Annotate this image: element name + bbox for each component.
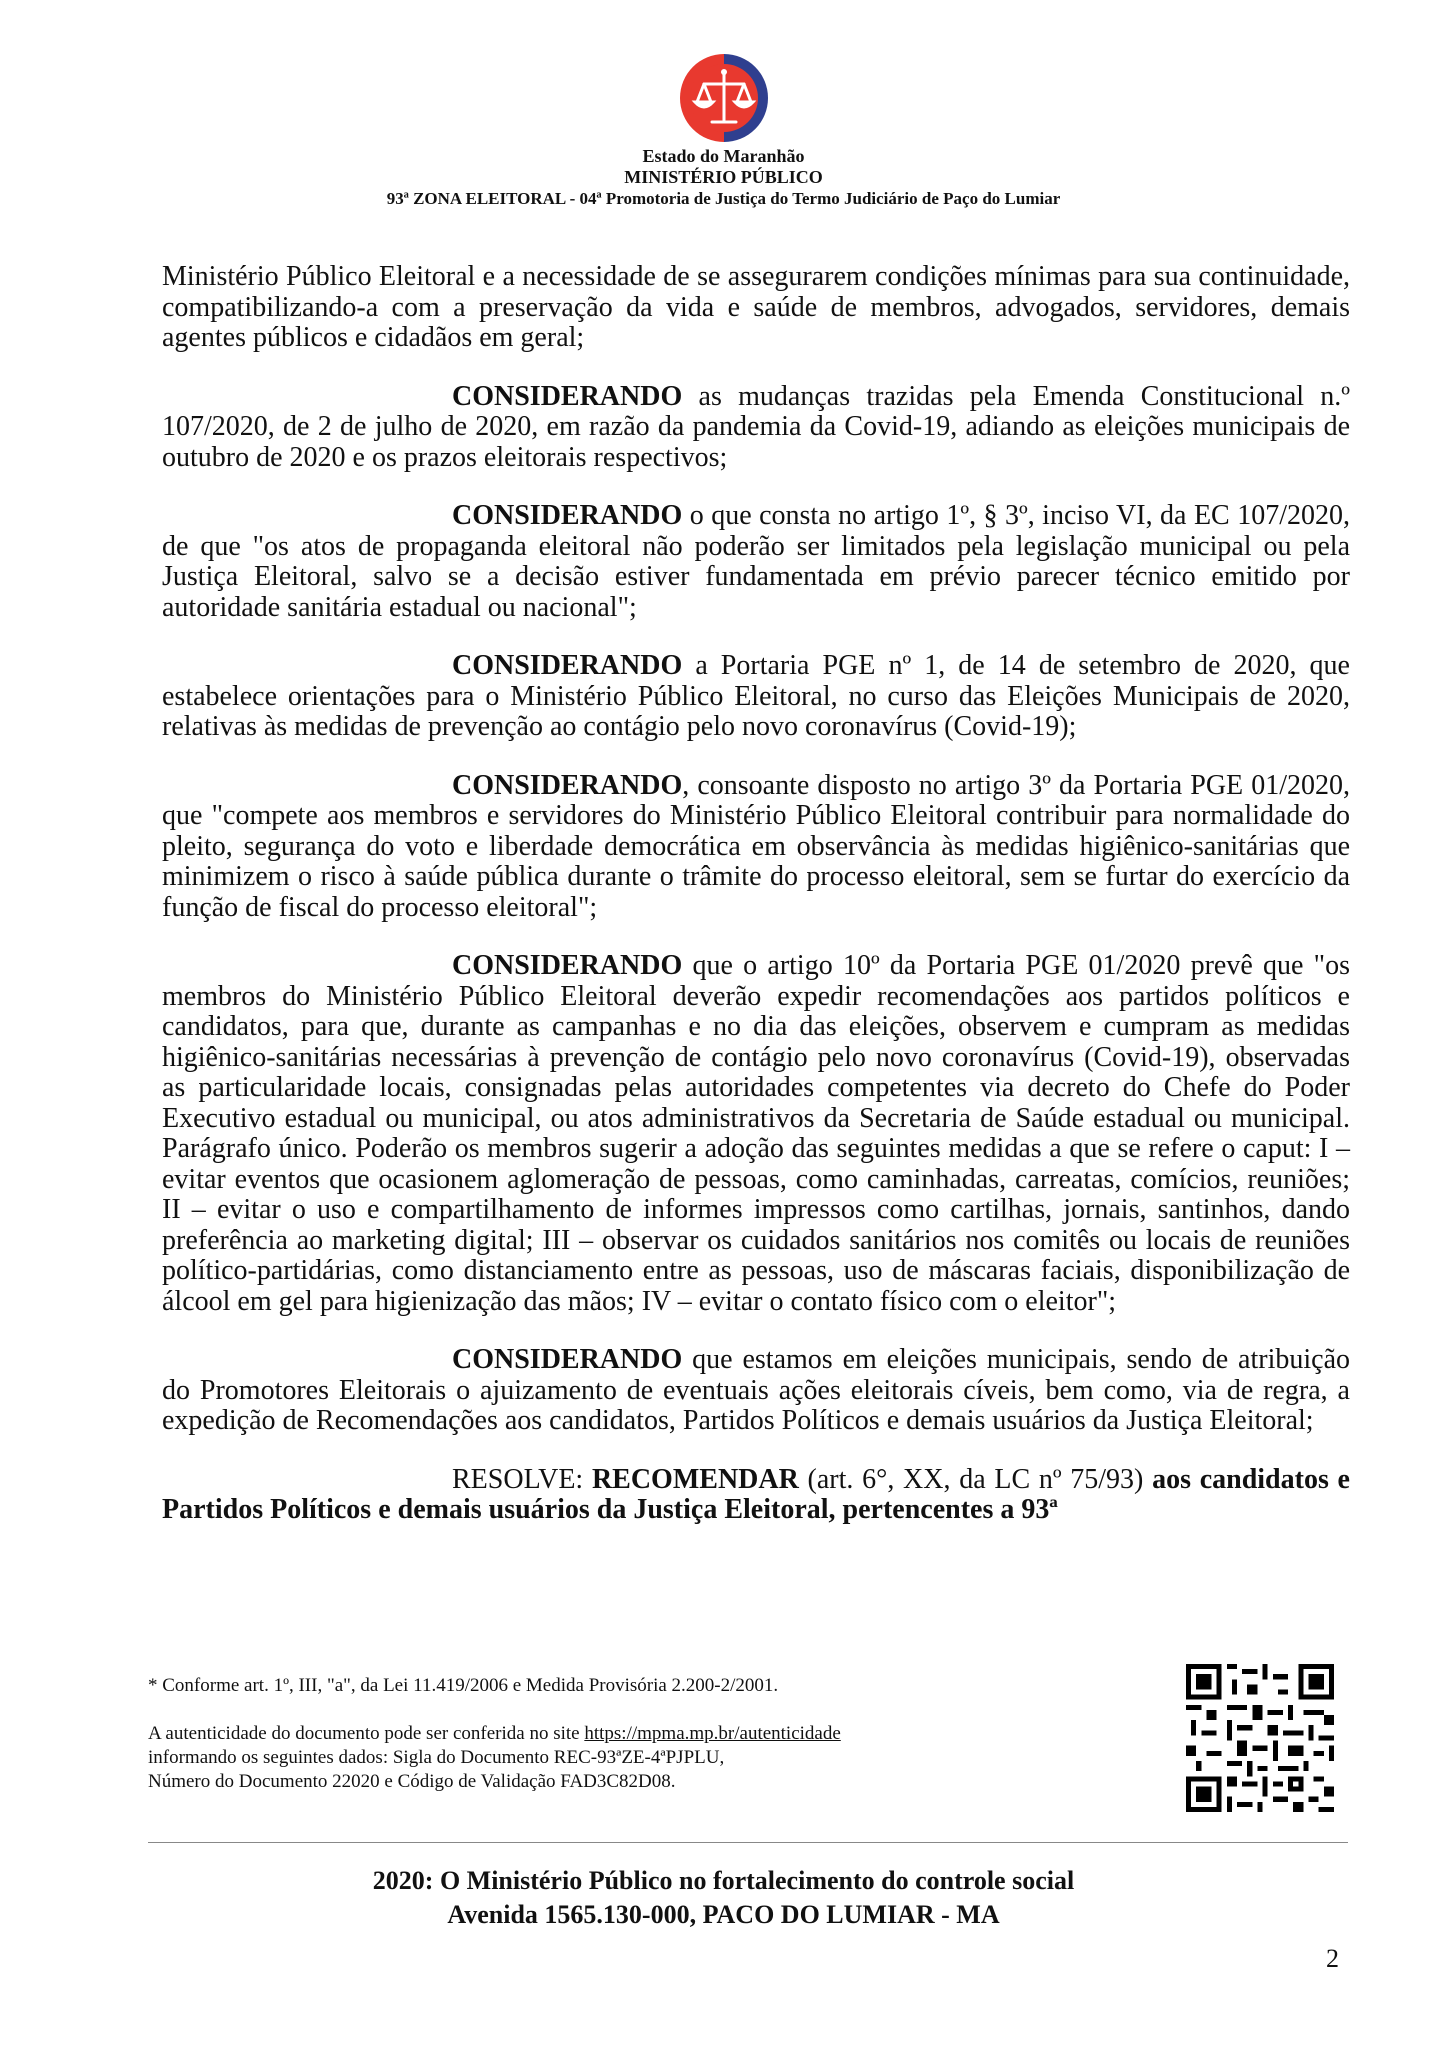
recommendation-addressees: aos candidatos e Partidos Políticos e demais usuários da Justiça Eleitoral, pertencentes a 93ª [162, 1463, 1350, 1525]
header-state: Estado do Maranhão [642, 146, 805, 166]
paragraph-resolve: RESOLVE: RECOMENDAR (art. 6°, XX, da LC nº 75/93) aos candidatos e Partidos Políticos e demais usuários da Justiça Eleitoral, pertencentes a 93ª [162, 1463, 1350, 1525]
footer-motto: 2020: O Ministério Público no fortalecimento do controle social [372, 1866, 1075, 1895]
paragraph-considerando-2: CONSIDERANDO o que consta no artigo 1º, § 3º, inciso VI, da EC 107/2020, de que "os atos de propaganda eleitoral não poderão ser limitados pela legislação municipal ou pela Justiça Eleitoral, salvo se a decisão estiver fundamentada em prévio parecer técnico emitido por autoridade sanitária estadual ou nacional"; [162, 500, 1350, 623]
footer-divider [148, 1842, 1348, 1843]
considerando-keyword: CONSIDERANDO [452, 1344, 683, 1375]
letterhead [0, 50, 1447, 209]
footnote-block [148, 1674, 1048, 1794]
considerando-keyword: CONSIDERANDO [452, 500, 683, 531]
considerando-keyword: CONSIDERANDO [452, 769, 683, 801]
considerando-keyword: CONSIDERANDO [452, 950, 683, 981]
considerando-keyword: CONSIDERANDO [452, 650, 683, 681]
page-footer [0, 1864, 1447, 1932]
document-body [162, 262, 1350, 1554]
scales-of-justice-logo-icon [676, 50, 772, 146]
footnote-validation-code: Número do Documento 22020 e Código de Validação FAD3C82D08. [148, 1771, 676, 1792]
header-institution: MINISTÉRIO PÚBLICO [624, 167, 823, 187]
qr-code-icon [1186, 1664, 1334, 1812]
footnote-authenticity: A autenticidade do documento pode ser conferida no site https://mpma.mp.br/autenticidade [148, 1723, 841, 1744]
recomendar-keyword: RECOMENDAR [591, 1463, 799, 1495]
footnote-document-code: informando os seguintes dados: Sigla do Documento REC-93ªZE-4ªPJPLU, [148, 1747, 725, 1768]
paragraph-considerando-6: CONSIDERANDO que estamos em eleições municipais, sendo de atribuição do Promotores Eleitorais o ajuizamento de eventuais ações eleitorais cíveis, bem como, via de regra, a expedição de Recomendações aos candidatos, Partidos Políticos e demais usuários da Justiça Eleitoral; [162, 1344, 1350, 1436]
footnote-legal-basis: * Conforme art. 1º, III, "a", da Lei 11.419/2006 e Medida Provisória 2.200-2/2001. [148, 1675, 779, 1696]
paragraph-considerando-4: CONSIDERANDO, consoante disposto no artigo 3º da Portaria PGE 01/2020, que "compete aos membros e servidores do Ministério Público Eleitoral contribuir para normalidade do pleito, segurança do voto e liberdade democrática em observância às medidas higiênico-sanitárias que minimizem o risco à saúde pública durante o trâmite do processo eleitoral, sem se furtar do exercício da função de fiscal do processo eleitoral"; [162, 769, 1350, 923]
paragraph-intro: Ministério Público Eleitoral e a necessidade de se assegurarem condições mínimas para sua continuidade, compatibilizando-a com a preservação da vida e saúde de membros, advogados, servidores, demais agentes públicos e cidadãos em geral; [162, 261, 1350, 353]
paragraph-considerando-1: CONSIDERANDO as mudanças trazidas pela Emenda Constitucional n.º 107/2020, de 2 de julho de 2020, em razão da pandemia da Covid-19, adiando as eleições municipais de outubro de 2020 e os prazos eleitorais respectivos; [162, 380, 1350, 473]
footer-address: Avenida 1565.130-000, PACO DO LUMIAR - MA [447, 1900, 1000, 1929]
paragraph-considerando-5: CONSIDERANDO que o artigo 10º da Portaria PGE 01/2020 prevê que "os membros do Ministério Público Eleitoral deverão expedir recomendações aos partidos políticos e candidatos, para que, durante as campanhas e no dia das eleições, observem e cumpram as medidas higiênico-sanitárias necessárias à prevenção de contágio pelo novo coronavírus (Covid-19), observadas as particularidade locais, consignadas pelas autoridades competentes via decreto do Chefe do Poder Executivo estadual ou municipal, ou atos administrativos da Secretaria de Saúde estadual ou municipal. Parágrafo único. Poderão os membros sugerir a adoção das seguintes medidas a que se refere o caput: I – evitar eventos que ocasionem aglomeração de pessoas, como caminhadas, carreatas, comícios, reuniões; II – evitar o uso e compartilhamento de informes impressos como cartilhas, jornais, santinhos, dando preferência ao marketing digital; III – observar os cuidados sanitários nos comitês ou locais de reuniões político-partidárias, como distanciamento entre as pessoas, uso de máscaras faciais, disponibilização de álcool em gel para higienização das mãos; IV – evitar o contato físico com o eleitor"; [162, 950, 1350, 1317]
authenticity-link[interactable]: https://mpma.mp.br/autenticidade [584, 1723, 841, 1744]
paragraph-considerando-3: CONSIDERANDO a Portaria PGE nº 1, de 14 de setembro de 2020, que estabelece orientações para o Ministério Público Eleitoral, no curso das Eleições Municipais de 2020, relativas às medidas de prevenção ao contágio pelo novo coronavírus (Covid-19); [162, 650, 1350, 742]
page-number: 2 [1326, 1944, 1339, 1973]
header-unit: 93ª ZONA ELEITORAL - 04ª Promotoria de Justiça do Termo Judiciário de Paço do Lumiar [386, 189, 1061, 208]
considerando-keyword: CONSIDERANDO [452, 380, 683, 412]
